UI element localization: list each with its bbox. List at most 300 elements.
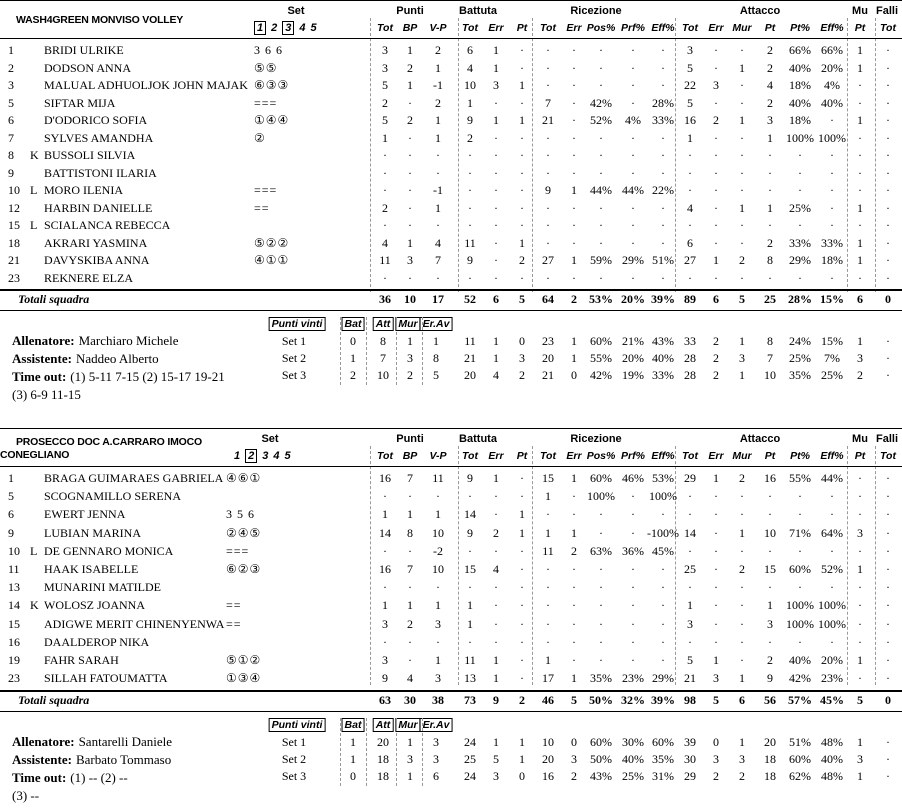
stat-cell: · bbox=[740, 543, 744, 558]
stat-cell: 33% bbox=[789, 235, 811, 250]
stat-cell: 1 bbox=[739, 671, 745, 686]
set-row-stat: 23 bbox=[542, 334, 554, 348]
player-name: HARBIN DANIELLE bbox=[44, 200, 153, 215]
stat-cell: 1 bbox=[435, 60, 441, 75]
player-number: 23 bbox=[8, 270, 20, 285]
player-row bbox=[0, 217, 902, 234]
stat-cell: 2 bbox=[767, 653, 773, 667]
set-row-value: 0 bbox=[350, 769, 356, 784]
stat-cell: 5 bbox=[382, 78, 388, 92]
total-cell: 36 bbox=[379, 292, 391, 306]
stat-cell: · bbox=[631, 653, 635, 667]
stat-cell: · bbox=[383, 218, 387, 232]
stat-cell: 2 bbox=[767, 235, 773, 250]
stat-cell: · bbox=[798, 148, 802, 162]
player-number: 11 bbox=[8, 562, 20, 576]
total-cell: 30 bbox=[404, 693, 416, 708]
set-row-label: Set 2 bbox=[281, 752, 307, 767]
stat-cell: 1 bbox=[519, 525, 525, 540]
player-number: 6 bbox=[8, 113, 14, 127]
stat-cell: · bbox=[599, 634, 603, 649]
stat-cell: · bbox=[520, 200, 524, 215]
stat-cell: · bbox=[546, 235, 550, 250]
stat-cell: 28% bbox=[652, 95, 674, 110]
stat-cell: 42% bbox=[789, 671, 811, 686]
stat-cell: 1 bbox=[493, 671, 499, 686]
stat-cell: 9 bbox=[382, 671, 388, 686]
stat-cell: 60% bbox=[590, 471, 612, 485]
stat-cell: · bbox=[661, 598, 665, 613]
stat-cell: 8 bbox=[407, 525, 413, 540]
player-row bbox=[0, 616, 902, 633]
stat-cell: · bbox=[599, 43, 603, 57]
subheader-pt: Pt bbox=[764, 450, 776, 462]
stat-cell: 3 bbox=[382, 616, 388, 631]
stat-cell: · bbox=[631, 598, 635, 613]
stat-cell: 9 bbox=[467, 253, 473, 267]
total-cell: 5 bbox=[739, 292, 745, 306]
stat-cell: · bbox=[830, 183, 834, 197]
set-row-stat: 2 bbox=[713, 368, 719, 382]
stat-cell: · bbox=[408, 165, 412, 180]
stat-cell: 1 bbox=[857, 200, 863, 215]
stat-cell: · bbox=[661, 616, 665, 631]
total-cell: 2 bbox=[571, 292, 577, 306]
stat-cell: · bbox=[886, 183, 890, 197]
totals-label: Totali squadra bbox=[18, 693, 90, 708]
stat-cell: · bbox=[494, 598, 498, 613]
player-row bbox=[0, 543, 902, 560]
player-sets: ②④⑤ bbox=[226, 525, 262, 540]
subheader-pt: Pt bbox=[854, 450, 866, 462]
subheader-err: Err bbox=[488, 22, 504, 34]
stat-cell: · bbox=[886, 95, 890, 110]
stat-cell: · bbox=[383, 270, 387, 285]
set-row-stat: 8 bbox=[767, 334, 773, 348]
set-row-stat: 60% bbox=[590, 735, 612, 750]
stat-cell: 18% bbox=[789, 78, 811, 92]
subheader-err: Err bbox=[566, 22, 582, 34]
stat-cell: · bbox=[546, 165, 550, 180]
stat-cell: · bbox=[661, 218, 665, 232]
stat-cell: 1 bbox=[739, 200, 745, 215]
stat-cell: -1 bbox=[433, 183, 443, 197]
stat-cell: 1 bbox=[407, 598, 413, 613]
stat-cell: 2 bbox=[739, 253, 745, 267]
stat-cell: -1 bbox=[433, 78, 443, 92]
total-cell: 2 bbox=[519, 693, 525, 708]
player-number: 15 bbox=[8, 218, 20, 232]
set-row-stat: 3 bbox=[519, 351, 525, 365]
stat-cell: · bbox=[520, 60, 524, 75]
stat-cell: · bbox=[631, 634, 635, 649]
stat-cell: · bbox=[688, 507, 692, 522]
stat-cell: · bbox=[546, 200, 550, 215]
stat-cell: 1 bbox=[435, 200, 441, 215]
stat-cell: · bbox=[520, 562, 524, 576]
set-row-stat: 16 bbox=[542, 769, 554, 784]
set-row-stat: · bbox=[886, 735, 890, 750]
subheader-err: Err bbox=[708, 22, 724, 34]
set-row-label: Set 2 bbox=[281, 351, 307, 365]
stat-cell: 6 bbox=[467, 43, 473, 57]
stat-cell: · bbox=[886, 634, 890, 649]
player-name: BUSSOLI SILVIA bbox=[44, 148, 136, 162]
stat-cell: · bbox=[408, 148, 412, 162]
player-row bbox=[0, 235, 902, 252]
stat-cell: 2 bbox=[767, 60, 773, 75]
set-table-separator bbox=[366, 718, 367, 786]
stat-cell: 7 bbox=[407, 562, 413, 576]
player-row bbox=[0, 506, 902, 523]
stat-cell: · bbox=[572, 235, 576, 250]
stat-cell: · bbox=[383, 148, 387, 162]
player-sets: === bbox=[226, 543, 250, 558]
stat-cell: · bbox=[886, 113, 890, 127]
stat-cell: 1 bbox=[857, 562, 863, 576]
stat-cell: 16 bbox=[764, 471, 776, 485]
stat-cell: · bbox=[768, 218, 772, 232]
stat-cell: 1 bbox=[407, 43, 413, 57]
stat-cell: · bbox=[599, 130, 603, 145]
stat-cell: 42% bbox=[590, 95, 612, 110]
stat-cell: 40% bbox=[789, 95, 811, 110]
stat-cell: · bbox=[546, 270, 550, 285]
player-number: 14 bbox=[8, 598, 20, 613]
stat-cell: · bbox=[631, 130, 635, 145]
stat-cell: · bbox=[599, 653, 603, 667]
player-name: DAVYSKIBA ANNA bbox=[44, 253, 150, 267]
set-row-label: Set 1 bbox=[281, 334, 307, 348]
stat-cell: · bbox=[408, 543, 412, 558]
total-cell: 17 bbox=[432, 292, 444, 306]
stat-cell: · bbox=[494, 235, 498, 250]
timeout bbox=[12, 369, 225, 385]
total-cell: 57% bbox=[788, 693, 812, 708]
set-row-value: 1 bbox=[350, 735, 356, 750]
stat-cell: 4% bbox=[625, 113, 641, 127]
set-row-stat: 20 bbox=[542, 351, 554, 365]
stat-cell: 10 bbox=[432, 525, 444, 540]
total-cell: 56 bbox=[764, 693, 776, 708]
stat-cell: · bbox=[830, 580, 834, 595]
stat-cell: · bbox=[631, 616, 635, 631]
header-attacco: Attacco bbox=[739, 5, 781, 17]
stat-cell: 1 bbox=[739, 113, 745, 127]
stat-cell: · bbox=[688, 543, 692, 558]
stat-cell: · bbox=[408, 183, 412, 197]
stat-cell: 1 bbox=[407, 507, 413, 522]
set-row-stat: · bbox=[886, 334, 890, 348]
stat-cell: 29% bbox=[652, 671, 674, 686]
player-role: K bbox=[30, 598, 39, 613]
stat-cell: 1 bbox=[382, 130, 388, 145]
stat-cell: · bbox=[798, 634, 802, 649]
header-falli: Falli bbox=[875, 433, 899, 445]
stat-cell: 3 bbox=[382, 653, 388, 667]
stat-cell: 100% bbox=[649, 489, 677, 504]
subheader-effpct: Eff% bbox=[820, 22, 844, 34]
stat-cell: 51% bbox=[652, 253, 674, 267]
stat-cell: · bbox=[714, 616, 718, 631]
set-row-stat: 35% bbox=[652, 752, 674, 767]
player-row bbox=[0, 652, 902, 669]
stat-cell: 40% bbox=[821, 95, 843, 110]
header-ricezione: Ricezione bbox=[570, 5, 622, 17]
stat-cell: 1 bbox=[857, 653, 863, 667]
stat-cell: · bbox=[886, 148, 890, 162]
player-row bbox=[0, 561, 902, 578]
player-name: DE GENNARO MONICA bbox=[44, 543, 174, 558]
stat-cell: · bbox=[830, 165, 834, 180]
stat-cell: · bbox=[830, 200, 834, 215]
stat-cell: · bbox=[661, 653, 665, 667]
stat-cell: 36% bbox=[622, 543, 644, 558]
stat-cell: 45% bbox=[652, 543, 674, 558]
stat-cell: · bbox=[886, 671, 890, 686]
player-number: 7 bbox=[8, 130, 14, 145]
stat-cell: · bbox=[631, 95, 635, 110]
stat-cell: · bbox=[858, 598, 862, 613]
header-rule bbox=[0, 38, 902, 39]
set-table-header: Punti vinti bbox=[269, 317, 326, 331]
set-number-4: 4 bbox=[299, 22, 306, 34]
stat-cell: 1 bbox=[739, 525, 745, 540]
stat-cell: 23% bbox=[622, 671, 644, 686]
stat-cell: · bbox=[740, 78, 744, 92]
stat-cell: 1 bbox=[493, 653, 499, 667]
player-sets: == bbox=[254, 200, 270, 215]
stat-cell: 52% bbox=[590, 113, 612, 127]
set-row-stat: 7% bbox=[824, 351, 840, 365]
stat-cell: · bbox=[886, 653, 890, 667]
stat-cell: · bbox=[886, 130, 890, 145]
player-sets: ⑤①② bbox=[226, 653, 262, 667]
player-role: L bbox=[30, 218, 38, 232]
stat-cell: · bbox=[572, 634, 576, 649]
coach bbox=[12, 333, 179, 349]
player-name: AKRARI YASMINA bbox=[44, 235, 148, 250]
player-number: 10 bbox=[8, 543, 20, 558]
set-row-stat: 51% bbox=[789, 735, 811, 750]
stat-cell: 33% bbox=[821, 235, 843, 250]
stat-cell: 1 bbox=[519, 507, 525, 522]
stat-cell: · bbox=[740, 616, 744, 631]
set-row-value: 20 bbox=[377, 735, 389, 750]
stat-cell: 1 bbox=[407, 78, 413, 92]
player-row bbox=[0, 112, 902, 129]
assistant-value: Naddeo Alberto bbox=[75, 351, 159, 366]
stat-cell: · bbox=[520, 653, 524, 667]
stat-cell: · bbox=[858, 634, 862, 649]
team-name: PROSECCO DOC A.CARRARO IMOCO bbox=[16, 436, 202, 448]
stat-cell: · bbox=[768, 580, 772, 595]
stat-cell: 2 bbox=[435, 95, 441, 110]
coach-label: Allenatore: bbox=[12, 333, 75, 348]
subheader-tot: Tot bbox=[377, 22, 393, 34]
set-table-separator bbox=[396, 718, 397, 786]
player-sets: ①④④ bbox=[254, 113, 290, 127]
stat-cell: 18% bbox=[821, 253, 843, 267]
stat-cell: · bbox=[661, 562, 665, 576]
stat-cell: · bbox=[546, 562, 550, 576]
stat-cell: 15 bbox=[542, 471, 554, 485]
stat-cell: · bbox=[714, 489, 718, 504]
player-row bbox=[0, 147, 902, 164]
total-cell: 32% bbox=[621, 693, 645, 708]
stat-cell: · bbox=[572, 562, 576, 576]
player-role: K bbox=[30, 148, 39, 162]
stat-cell: · bbox=[798, 270, 802, 285]
stat-cell: 100% bbox=[587, 489, 615, 504]
stat-cell: 9 bbox=[767, 671, 773, 686]
stat-cell: · bbox=[408, 653, 412, 667]
stat-cell: · bbox=[494, 130, 498, 145]
subheader-pt: Pt bbox=[764, 22, 776, 34]
stat-cell: · bbox=[494, 253, 498, 267]
stat-cell: · bbox=[714, 218, 718, 232]
set-row-stat: 40% bbox=[622, 752, 644, 767]
stat-cell: 3 bbox=[767, 113, 773, 127]
stat-cell: · bbox=[886, 78, 890, 92]
set-row-value: 18 bbox=[377, 752, 389, 767]
stat-cell: · bbox=[768, 165, 772, 180]
header-punti: Punti bbox=[396, 433, 424, 445]
stat-cell: · bbox=[631, 235, 635, 250]
subheader-v-p: V-P bbox=[429, 22, 447, 34]
stat-cell: 1 bbox=[687, 130, 693, 145]
set-row-stat: 21% bbox=[622, 334, 644, 348]
set-row-stat: 11 bbox=[464, 334, 476, 348]
stat-cell: · bbox=[858, 580, 862, 595]
stat-cell: · bbox=[468, 200, 472, 215]
stat-cell: 1 bbox=[493, 113, 499, 127]
stat-cell: 1 bbox=[435, 113, 441, 127]
stat-cell: · bbox=[631, 580, 635, 595]
player-role: L bbox=[30, 183, 38, 197]
player-row bbox=[0, 165, 902, 182]
subheader-mur: Mur bbox=[732, 22, 752, 34]
stat-cell: · bbox=[768, 183, 772, 197]
stat-cell: · bbox=[572, 580, 576, 595]
set-row-stat: 19% bbox=[622, 368, 644, 382]
player-row bbox=[0, 488, 902, 505]
stat-cell: · bbox=[858, 95, 862, 110]
top-border bbox=[0, 428, 902, 429]
stat-cell: · bbox=[546, 60, 550, 75]
total-cell: 28% bbox=[788, 292, 812, 306]
total-cell: 39% bbox=[651, 292, 675, 306]
total-cell: 38 bbox=[432, 693, 444, 708]
stat-cell: 3 bbox=[687, 43, 693, 57]
set-row-value: 2 bbox=[407, 368, 413, 382]
set-row-stat: · bbox=[886, 368, 890, 382]
stat-cell: · bbox=[546, 507, 550, 522]
set-row-stat: 3 bbox=[739, 752, 745, 767]
stat-cell: · bbox=[886, 200, 890, 215]
stat-cell: · bbox=[599, 165, 603, 180]
stat-cell: · bbox=[858, 78, 862, 92]
stat-cell: 1 bbox=[857, 43, 863, 57]
subheader-bp: BP bbox=[402, 22, 418, 34]
stat-cell: · bbox=[599, 598, 603, 613]
set-table-separator bbox=[422, 718, 423, 786]
stat-cell: · bbox=[740, 235, 744, 250]
stat-cell: 9 bbox=[545, 183, 551, 197]
player-name: SCIALANCA REBECCA bbox=[44, 218, 171, 232]
stat-cell: · bbox=[714, 525, 718, 540]
player-name: D'ODORICO SOFIA bbox=[44, 113, 148, 127]
stat-cell: 1 bbox=[767, 598, 773, 613]
player-row bbox=[0, 634, 902, 651]
stat-cell: 3 bbox=[713, 78, 719, 92]
stat-cell: · bbox=[546, 43, 550, 57]
stat-cell: · bbox=[546, 148, 550, 162]
stat-cell: · bbox=[546, 616, 550, 631]
set-row-stat: 2 bbox=[519, 368, 525, 382]
stat-cell: · bbox=[572, 653, 576, 667]
set-row-stat: 3 bbox=[713, 752, 719, 767]
stat-cell: 1 bbox=[382, 507, 388, 522]
stat-cell: · bbox=[631, 60, 635, 75]
player-name: EWERT JENNA bbox=[44, 507, 126, 522]
set-row-value: 6 bbox=[433, 769, 439, 784]
stat-cell: · bbox=[468, 165, 472, 180]
player-name: FAHR SARAH bbox=[44, 653, 119, 667]
subheader-mur: Mur bbox=[732, 450, 752, 462]
stat-cell: 3 bbox=[857, 525, 863, 540]
set-row-stat: 1 bbox=[493, 334, 499, 348]
player-number: 6 bbox=[8, 507, 14, 522]
subheader-err: Err bbox=[488, 450, 504, 462]
stat-cell: 5 bbox=[687, 95, 693, 110]
set-table-header: Punti vinti bbox=[269, 718, 326, 732]
stat-cell: · bbox=[408, 130, 412, 145]
set-table-header: Mur bbox=[395, 718, 420, 732]
stat-cell: · bbox=[740, 489, 744, 504]
player-number: 12 bbox=[8, 200, 20, 215]
stat-cell: 53% bbox=[652, 471, 674, 485]
timeout bbox=[12, 770, 128, 786]
subheader-pospct: Pos% bbox=[586, 450, 616, 462]
player-sets: ⑤②② bbox=[254, 235, 290, 250]
stat-cell: 1 bbox=[767, 200, 773, 215]
timeout-value: (1) -- (2) -- bbox=[70, 770, 128, 786]
stat-cell: · bbox=[886, 253, 890, 267]
set-row-stat: · bbox=[886, 769, 890, 784]
stat-cell: · bbox=[468, 489, 472, 504]
stat-cell: 4 bbox=[687, 200, 693, 215]
stat-cell: 18% bbox=[789, 113, 811, 127]
stat-cell: · bbox=[408, 200, 412, 215]
stat-cell: · bbox=[383, 183, 387, 197]
stat-cell: 4 bbox=[767, 78, 773, 92]
player-name: SIFTAR MIJA bbox=[44, 95, 116, 110]
set-row-stat: 3 bbox=[739, 351, 745, 365]
set-row-stat: 48% bbox=[821, 735, 843, 750]
stat-cell: · bbox=[798, 543, 802, 558]
set-row-stat: 1 bbox=[739, 334, 745, 348]
player-number: 1 bbox=[8, 471, 14, 485]
player-row bbox=[0, 77, 902, 94]
stat-cell: · bbox=[494, 489, 498, 504]
stat-cell: 1 bbox=[571, 183, 577, 197]
set-row-stat: 20 bbox=[542, 752, 554, 767]
stat-cell: · bbox=[798, 183, 802, 197]
stat-cell: 2 bbox=[407, 616, 413, 631]
subheader-tot: Tot bbox=[462, 450, 478, 462]
set-row-stat: 48% bbox=[821, 769, 843, 784]
